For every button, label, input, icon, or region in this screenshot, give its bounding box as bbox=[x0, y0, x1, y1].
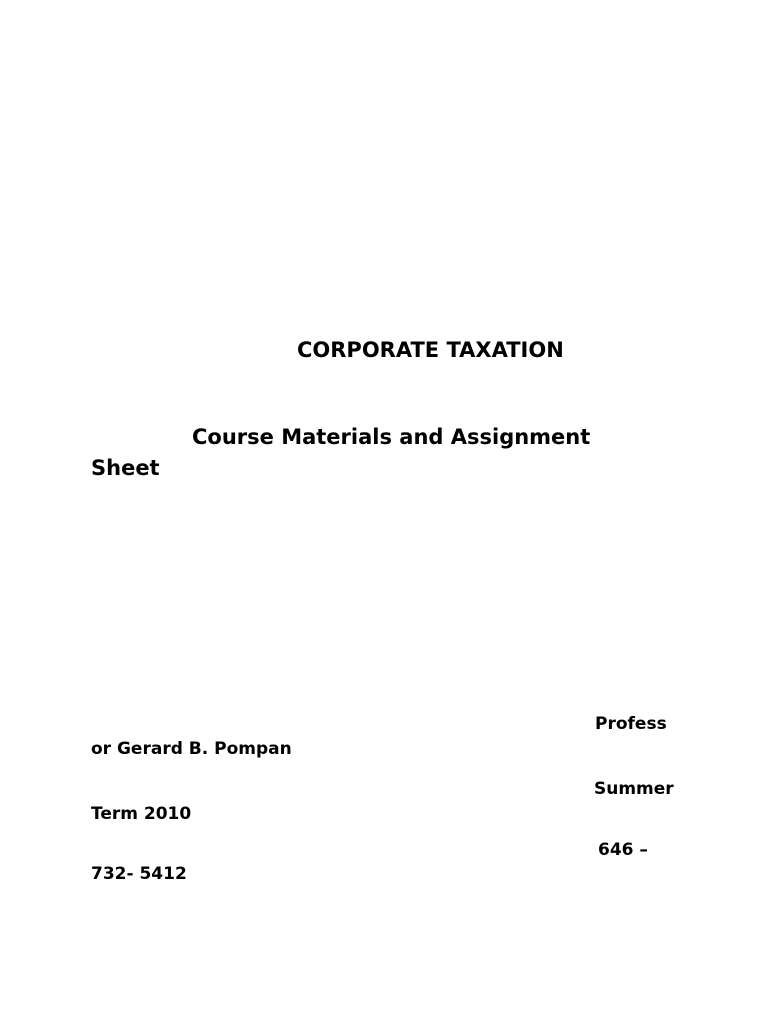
document-title: CORPORATE TAXATION bbox=[297, 338, 564, 362]
document-subtitle-line-1: Course Materials and Assignment bbox=[192, 425, 591, 449]
phone-line-1: 646 – bbox=[598, 840, 648, 860]
professor-name-line-1: Profess bbox=[595, 714, 667, 734]
professor-name-line-2: or Gerard B. Pompan bbox=[91, 739, 292, 759]
document-subtitle-line-2: Sheet bbox=[91, 456, 160, 480]
term-line-2: Term 2010 bbox=[91, 804, 192, 824]
phone-line-2: 732- 5412 bbox=[91, 864, 187, 884]
term-line-1: Summer bbox=[594, 779, 674, 799]
